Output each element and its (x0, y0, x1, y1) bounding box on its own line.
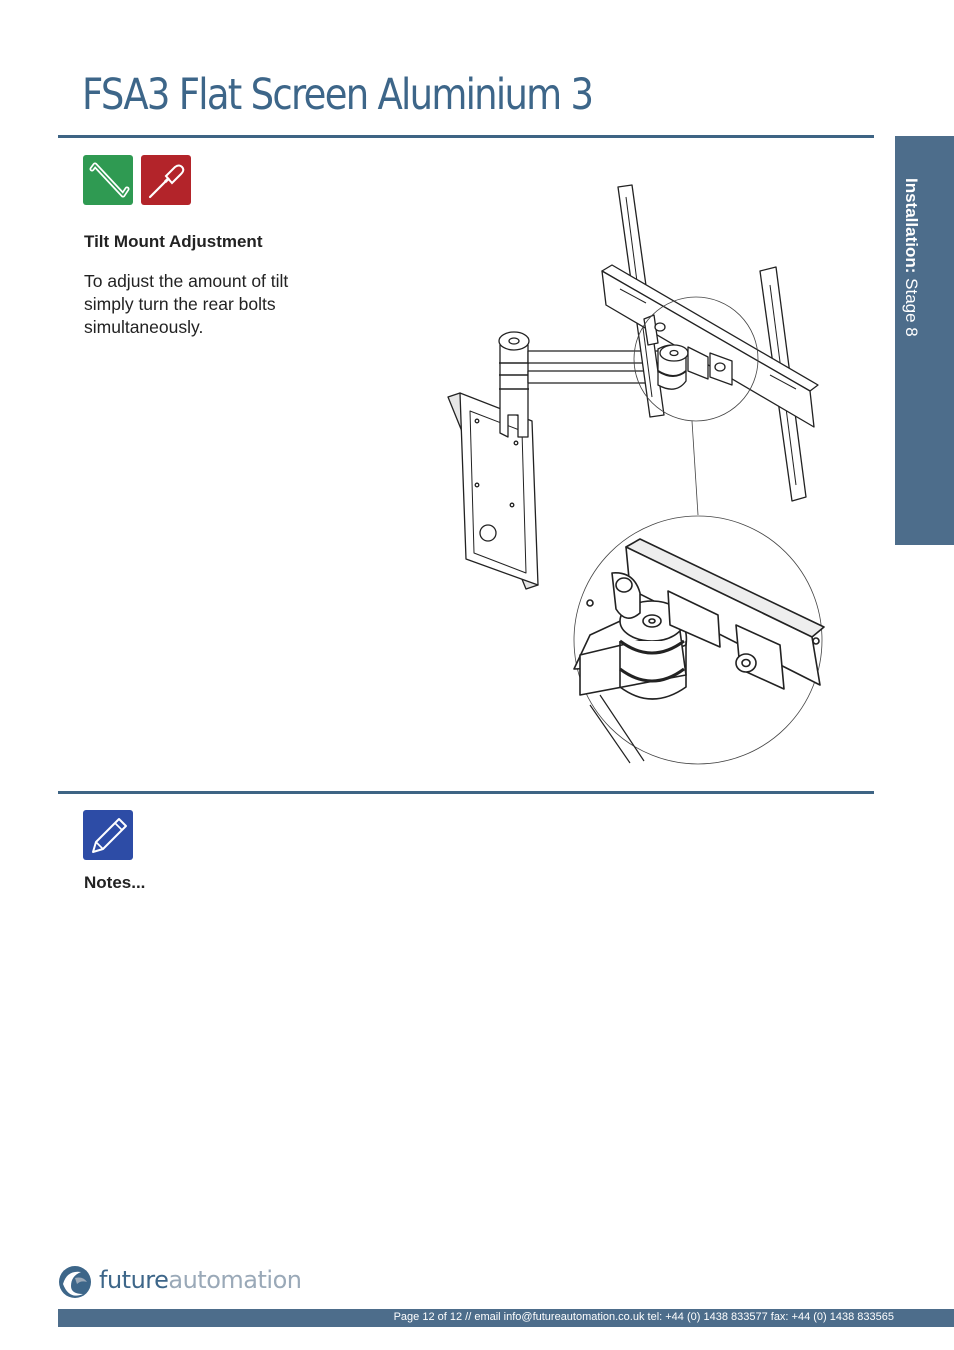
notes-divider (58, 791, 874, 794)
tilt-mount-diagram (440, 175, 830, 775)
instruction-text: To adjust the amount of tilt simply turn the rear bolts simultaneously. (84, 271, 289, 337)
side-tab-label (901, 178, 921, 378)
logo-automation: automation (168, 1266, 302, 1294)
logo-wordmark (99, 1266, 301, 1294)
allen-key-icon (83, 155, 133, 205)
logo-swirl-icon (57, 1264, 93, 1300)
pencil-icon (83, 810, 133, 860)
section-heading: Tilt Mount Adjustment (84, 232, 263, 251)
side-tab-strong: Installation: (902, 178, 921, 274)
notes-label: Notes... (84, 873, 146, 892)
logo-future: future (99, 1266, 169, 1294)
side-tab-stage: Stage 8 (902, 273, 921, 337)
future-automation-logo (57, 1262, 307, 1302)
header-divider (58, 135, 874, 138)
footer-contact-text: Page 12 of 12 // email info@futureautomation.co.uk tel: +44 (0) 1438 833577 fax: +44 (0) 1438 833565 (393, 1311, 894, 1323)
page-title: FSA3 Flat Screen Aluminium 3 (82, 70, 593, 120)
footer-bar (58, 1309, 954, 1327)
screwdriver-icon (141, 155, 191, 205)
